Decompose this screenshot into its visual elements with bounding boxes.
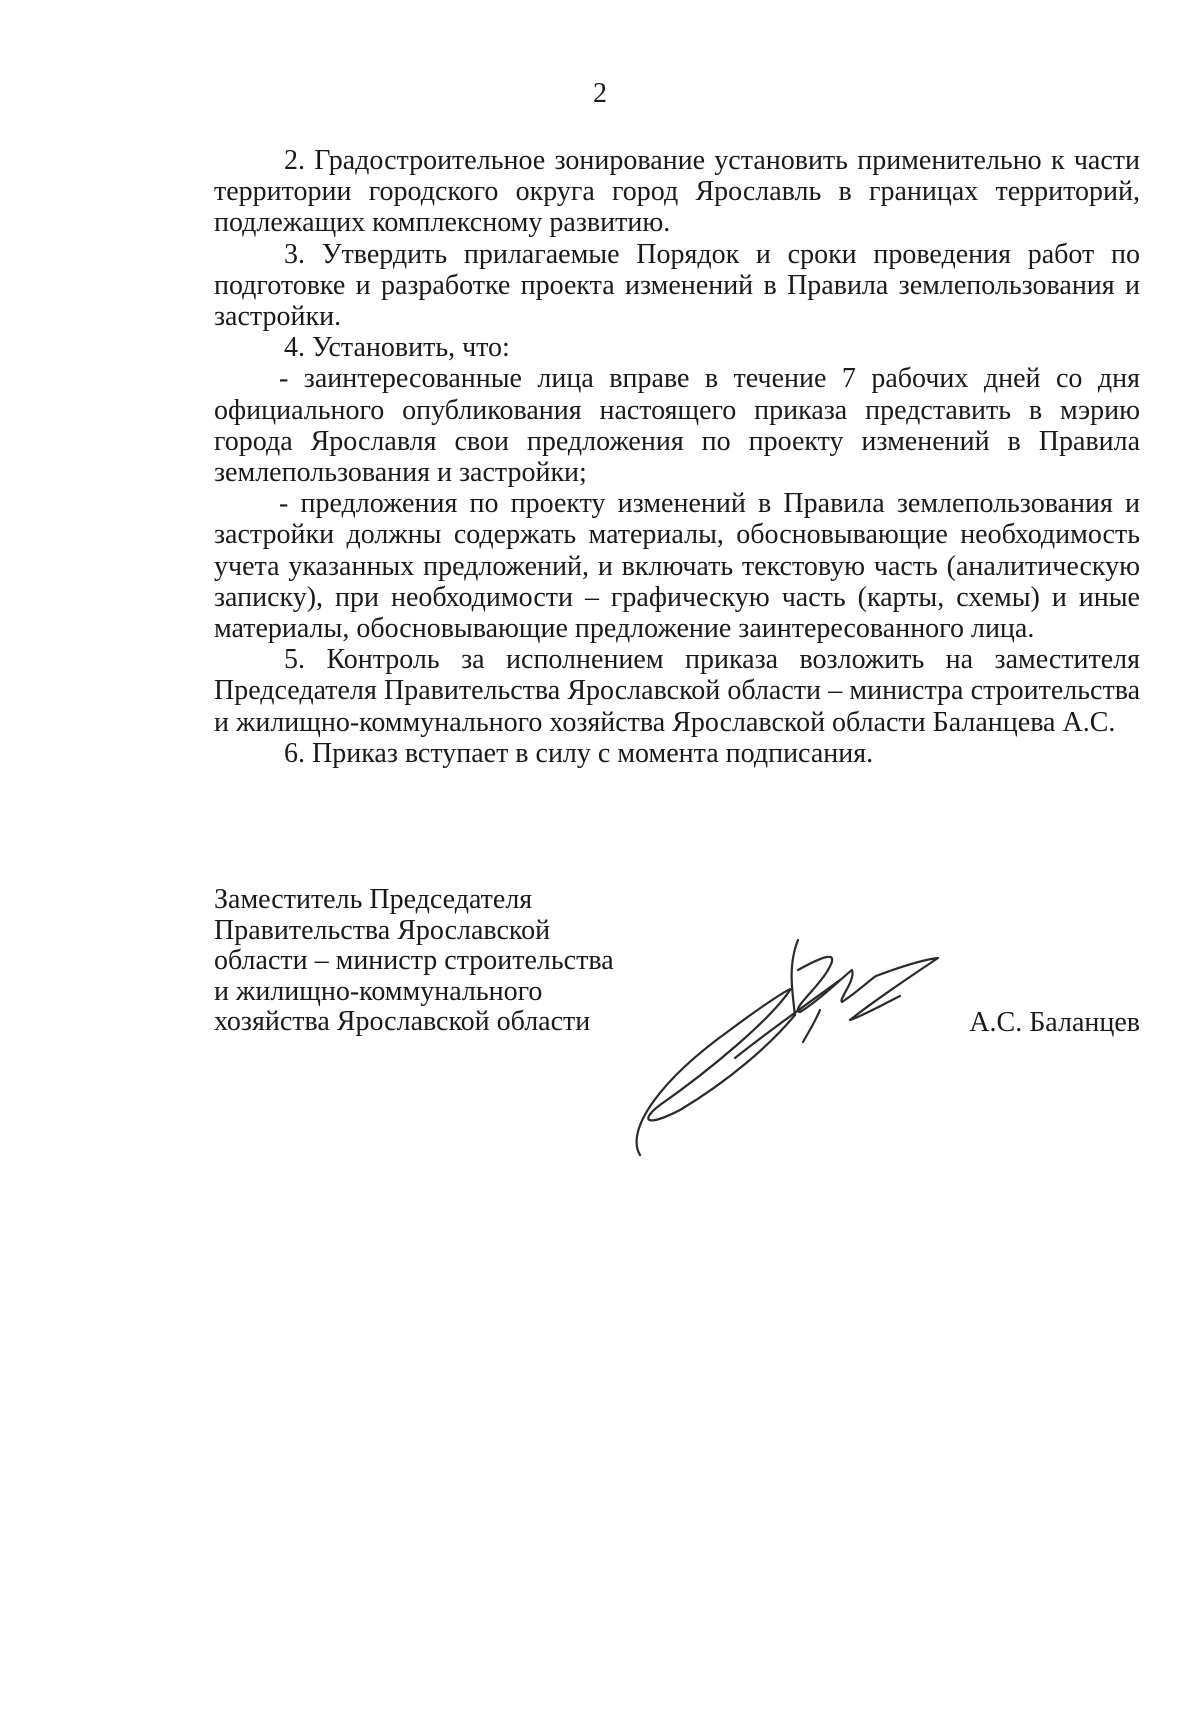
paragraph-control: 5. Контроль за исполнением приказа возложить на заместителя Председателя Правительства Ярославской области – министра строительства и жилищно-коммунального хозяйства Ярославской области Баланцева А.С. xyxy=(214,644,1140,738)
signer-title-line: Правительства Ярославской xyxy=(214,914,551,946)
signer-name: А.С. Баланцев xyxy=(969,1007,1140,1038)
paragraph-proposals-content: - предложения по проекту изменений в Правила землепользования и застройки должны содержать материалы, обосновывающие необходимость учета указанных предложений, и включать текстовую часть (аналитическую записку), при необходимости – графическую часть (карты, схемы) и иные материалы, обосновывающие предложение заинтересованного лица. xyxy=(214,488,1140,645)
paragraph-procedure: 3. Утвердить прилагаемые Порядок и сроки проведения работ по подготовке и разработке проекта изменений в Правила землепользования и застройки. xyxy=(214,238,1140,333)
handwritten-signature xyxy=(620,930,970,1160)
paragraph-interested-parties: - заинтересованные лица вправе в течение 7 рабочих дней со дня официального опубликования настоящего приказа представить в мэрию города Ярославля свои предложения по проекту изменений в Правила землепользования и застройки; xyxy=(214,363,1140,489)
page-number: 2 xyxy=(593,78,607,109)
signer-title xyxy=(214,885,634,1038)
paragraph-effective: 6. Приказ вступает в силу с момента подписания. xyxy=(284,737,874,769)
paragraph-establish: 4. Установить, что: xyxy=(284,332,510,364)
signer-title-line: Заместитель Председателя xyxy=(214,884,533,915)
paragraph-zoning: 2. Градостроительное зонирование установить применительно к части территории городского округа город Ярославль в границах территорий, подлежащих комплексному развитию. xyxy=(214,145,1140,239)
order-body xyxy=(214,145,1140,769)
signer-title-line: области – министр строительства xyxy=(214,945,614,976)
signer-title-line: и жилищно-коммунального xyxy=(214,975,543,1007)
signer-title-line: хозяйства Ярославской области xyxy=(214,1006,591,1037)
